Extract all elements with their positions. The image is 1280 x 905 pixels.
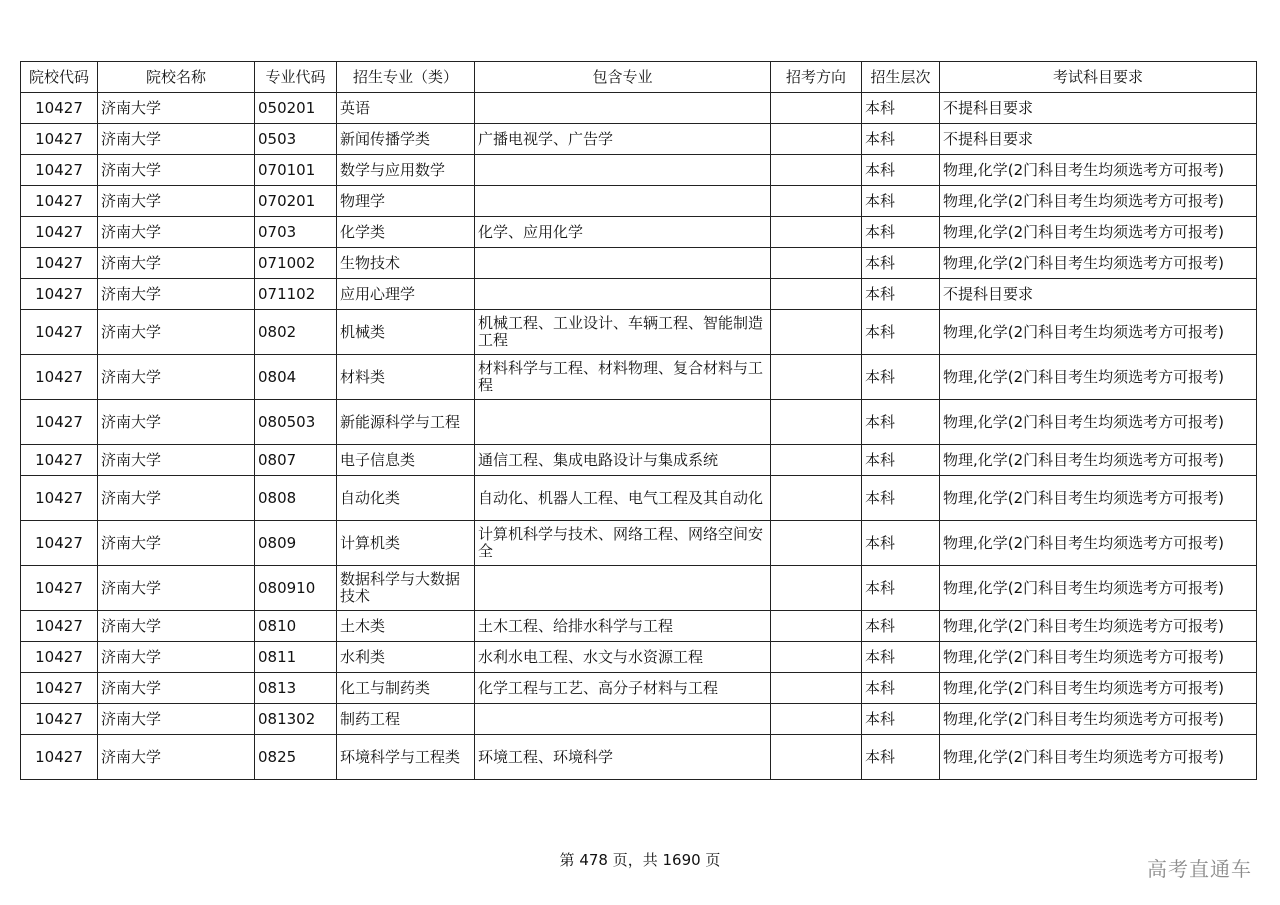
cell-direction: [771, 279, 862, 310]
cell-major-code: 070201: [255, 186, 337, 217]
cell-school-name: 济南大学: [98, 93, 255, 124]
cell-major-code: 0807: [255, 445, 337, 476]
cell-major-code: 0703: [255, 217, 337, 248]
cell-included-majors: 机械工程、工业设计、车辆工程、智能制造工程: [475, 310, 771, 355]
cell-direction: [771, 445, 862, 476]
cell-subject-requirement: 物理,化学(2门科目考生均须选考方可报考): [940, 155, 1257, 186]
cell-included-majors: [475, 248, 771, 279]
cell-included-majors: [475, 155, 771, 186]
cell-major-code: 0802: [255, 310, 337, 355]
cell-school-name: 济南大学: [98, 355, 255, 400]
cell-major: 电子信息类: [337, 445, 475, 476]
cell-major: 数据科学与大数据技术: [337, 566, 475, 611]
cell-school-code: 10427: [21, 310, 98, 355]
header-level: 招生层次: [862, 62, 940, 93]
cell-level: 本科: [862, 445, 940, 476]
cell-school-code: 10427: [21, 445, 98, 476]
cell-included-majors: 通信工程、集成电路设计与集成系统: [475, 445, 771, 476]
cell-school-code: 10427: [21, 611, 98, 642]
cell-included-majors: 自动化、机器人工程、电气工程及其自动化: [475, 476, 771, 521]
cell-included-majors: [475, 186, 771, 217]
table-row: [21, 217, 1257, 248]
cell-level: 本科: [862, 566, 940, 611]
cell-major-code: 080503: [255, 400, 337, 445]
cell-school-name: 济南大学: [98, 310, 255, 355]
cell-subject-requirement: 物理,化学(2门科目考生均须选考方可报考): [940, 704, 1257, 735]
header-major-code: 专业代码: [255, 62, 337, 93]
table-row: [21, 124, 1257, 155]
cell-included-majors: 材料科学与工程、材料物理、复合材料与工程: [475, 355, 771, 400]
cell-direction: [771, 217, 862, 248]
cell-school-name: 济南大学: [98, 611, 255, 642]
cell-major: 新能源科学与工程: [337, 400, 475, 445]
cell-direction: [771, 521, 862, 566]
cell-included-majors: 化学、应用化学: [475, 217, 771, 248]
cell-direction: [771, 355, 862, 400]
table-row: [21, 735, 1257, 780]
table-row: [21, 642, 1257, 673]
cell-subject-requirement: 物理,化学(2门科目考生均须选考方可报考): [940, 217, 1257, 248]
cell-direction: [771, 124, 862, 155]
cell-school-code: 10427: [21, 217, 98, 248]
cell-major: 化学类: [337, 217, 475, 248]
cell-subject-requirement: 物理,化学(2门科目考生均须选考方可报考): [940, 400, 1257, 445]
cell-level: 本科: [862, 521, 940, 566]
cell-major: 自动化类: [337, 476, 475, 521]
cell-level: 本科: [862, 673, 940, 704]
cell-subject-requirement: 物理,化学(2门科目考生均须选考方可报考): [940, 445, 1257, 476]
cell-subject-requirement: 不提科目要求: [940, 124, 1257, 155]
cell-school-code: 10427: [21, 642, 98, 673]
page-number: 第 478 页，共 1690 页: [559, 851, 721, 869]
cell-direction: [771, 642, 862, 673]
cell-level: 本科: [862, 476, 940, 521]
cell-level: 本科: [862, 155, 940, 186]
cell-included-majors: [475, 704, 771, 735]
cell-subject-requirement: 不提科目要求: [940, 93, 1257, 124]
cell-major-code: 0808: [255, 476, 337, 521]
cell-direction: [771, 704, 862, 735]
cell-major: 数学与应用数学: [337, 155, 475, 186]
cell-subject-requirement: 物理,化学(2门科目考生均须选考方可报考): [940, 355, 1257, 400]
cell-school-code: 10427: [21, 566, 98, 611]
table-body: [21, 93, 1257, 780]
cell-major: 环境科学与工程类: [337, 735, 475, 780]
table-row: [21, 611, 1257, 642]
cell-included-majors: 广播电视学、广告学: [475, 124, 771, 155]
cell-major-code: 0813: [255, 673, 337, 704]
header-subject-requirement: 考试科目要求: [940, 62, 1257, 93]
cell-direction: [771, 93, 862, 124]
cell-direction: [771, 310, 862, 355]
header-major: 招生专业（类）: [337, 62, 475, 93]
cell-included-majors: [475, 566, 771, 611]
cell-level: 本科: [862, 735, 940, 780]
cell-included-majors: 计算机科学与技术、网络工程、网络空间安全: [475, 521, 771, 566]
table-row: [21, 155, 1257, 186]
table-row: [21, 355, 1257, 400]
header-included-majors: 包含专业: [475, 62, 771, 93]
cell-major-code: 070101: [255, 155, 337, 186]
cell-major: 生物技术: [337, 248, 475, 279]
cell-subject-requirement: 物理,化学(2门科目考生均须选考方可报考): [940, 611, 1257, 642]
cell-level: 本科: [862, 248, 940, 279]
cell-school-code: 10427: [21, 673, 98, 704]
cell-school-name: 济南大学: [98, 673, 255, 704]
cell-level: 本科: [862, 355, 940, 400]
cell-major: 材料类: [337, 355, 475, 400]
cell-major-code: 0811: [255, 642, 337, 673]
cell-major-code: 0503: [255, 124, 337, 155]
cell-major: 物理学: [337, 186, 475, 217]
cell-school-code: 10427: [21, 155, 98, 186]
cell-included-majors: 水利水电工程、水文与水资源工程: [475, 642, 771, 673]
cell-direction: [771, 400, 862, 445]
cell-included-majors: [475, 400, 771, 445]
cell-major: 英语: [337, 93, 475, 124]
cell-direction: [771, 566, 862, 611]
table-row: [21, 566, 1257, 611]
cell-major: 水利类: [337, 642, 475, 673]
cell-subject-requirement: 物理,化学(2门科目考生均须选考方可报考): [940, 642, 1257, 673]
cell-subject-requirement: 不提科目要求: [940, 279, 1257, 310]
cell-direction: [771, 611, 862, 642]
cell-major: 土木类: [337, 611, 475, 642]
cell-subject-requirement: 物理,化学(2门科目考生均须选考方可报考): [940, 186, 1257, 217]
cell-major: 机械类: [337, 310, 475, 355]
cell-major-code: 0809: [255, 521, 337, 566]
cell-school-name: 济南大学: [98, 445, 255, 476]
cell-school-name: 济南大学: [98, 566, 255, 611]
header-school-name: 院校名称: [98, 62, 255, 93]
cell-major-code: 071102: [255, 279, 337, 310]
cell-major-code: 050201: [255, 93, 337, 124]
cell-school-name: 济南大学: [98, 735, 255, 780]
cell-major-code: 071002: [255, 248, 337, 279]
cell-school-code: 10427: [21, 521, 98, 566]
cell-school-code: 10427: [21, 124, 98, 155]
header-school-code: 院校代码: [21, 62, 98, 93]
cell-major: 化工与制药类: [337, 673, 475, 704]
cell-direction: [771, 248, 862, 279]
cell-level: 本科: [862, 217, 940, 248]
table-row: [21, 186, 1257, 217]
cell-school-code: 10427: [21, 93, 98, 124]
cell-school-code: 10427: [21, 400, 98, 445]
cell-subject-requirement: 物理,化学(2门科目考生均须选考方可报考): [940, 310, 1257, 355]
cell-school-name: 济南大学: [98, 124, 255, 155]
cell-major-code: 0810: [255, 611, 337, 642]
cell-school-code: 10427: [21, 476, 98, 521]
cell-school-name: 济南大学: [98, 476, 255, 521]
cell-major-code: 081302: [255, 704, 337, 735]
admissions-table: [20, 61, 1257, 780]
cell-major-code: 0825: [255, 735, 337, 780]
cell-major: 计算机类: [337, 521, 475, 566]
table-row: [21, 248, 1257, 279]
table-row: [21, 93, 1257, 124]
cell-level: 本科: [862, 124, 940, 155]
cell-school-name: 济南大学: [98, 521, 255, 566]
table-row: [21, 476, 1257, 521]
cell-included-majors: 环境工程、环境科学: [475, 735, 771, 780]
table-row: [21, 704, 1257, 735]
cell-major-code: 0804: [255, 355, 337, 400]
cell-subject-requirement: 物理,化学(2门科目考生均须选考方可报考): [940, 566, 1257, 611]
cell-school-name: 济南大学: [98, 155, 255, 186]
cell-included-majors: 化学工程与工艺、高分子材料与工程: [475, 673, 771, 704]
cell-included-majors: 土木工程、给排水科学与工程: [475, 611, 771, 642]
cell-direction: [771, 186, 862, 217]
table-row: [21, 673, 1257, 704]
cell-direction: [771, 476, 862, 521]
table-row: [21, 310, 1257, 355]
cell-level: 本科: [862, 186, 940, 217]
cell-included-majors: [475, 93, 771, 124]
cell-school-name: 济南大学: [98, 217, 255, 248]
cell-level: 本科: [862, 642, 940, 673]
cell-direction: [771, 155, 862, 186]
cell-school-code: 10427: [21, 735, 98, 780]
cell-level: 本科: [862, 400, 940, 445]
table-row: [21, 279, 1257, 310]
cell-school-name: 济南大学: [98, 642, 255, 673]
table-row: [21, 445, 1257, 476]
cell-major: 应用心理学: [337, 279, 475, 310]
watermark-logo: 高考直通车: [1147, 857, 1252, 881]
cell-level: 本科: [862, 611, 940, 642]
cell-level: 本科: [862, 704, 940, 735]
cell-major: 新闻传播学类: [337, 124, 475, 155]
cell-school-name: 济南大学: [98, 186, 255, 217]
cell-direction: [771, 673, 862, 704]
cell-school-code: 10427: [21, 186, 98, 217]
cell-major: 制药工程: [337, 704, 475, 735]
cell-school-code: 10427: [21, 704, 98, 735]
cell-included-majors: [475, 279, 771, 310]
cell-subject-requirement: 物理,化学(2门科目考生均须选考方可报考): [940, 735, 1257, 780]
cell-subject-requirement: 物理,化学(2门科目考生均须选考方可报考): [940, 476, 1257, 521]
cell-subject-requirement: 物理,化学(2门科目考生均须选考方可报考): [940, 248, 1257, 279]
cell-level: 本科: [862, 93, 940, 124]
cell-school-name: 济南大学: [98, 400, 255, 445]
header-direction: 招考方向: [771, 62, 862, 93]
cell-school-code: 10427: [21, 279, 98, 310]
cell-major-code: 080910: [255, 566, 337, 611]
table-row: [21, 400, 1257, 445]
cell-subject-requirement: 物理,化学(2门科目考生均须选考方可报考): [940, 521, 1257, 566]
cell-direction: [771, 735, 862, 780]
cell-school-name: 济南大学: [98, 279, 255, 310]
cell-school-name: 济南大学: [98, 704, 255, 735]
table-header-row: [21, 62, 1257, 93]
cell-level: 本科: [862, 279, 940, 310]
cell-school-code: 10427: [21, 355, 98, 400]
cell-school-code: 10427: [21, 248, 98, 279]
cell-subject-requirement: 物理,化学(2门科目考生均须选考方可报考): [940, 673, 1257, 704]
cell-level: 本科: [862, 310, 940, 355]
table-row: [21, 521, 1257, 566]
cell-school-name: 济南大学: [98, 248, 255, 279]
